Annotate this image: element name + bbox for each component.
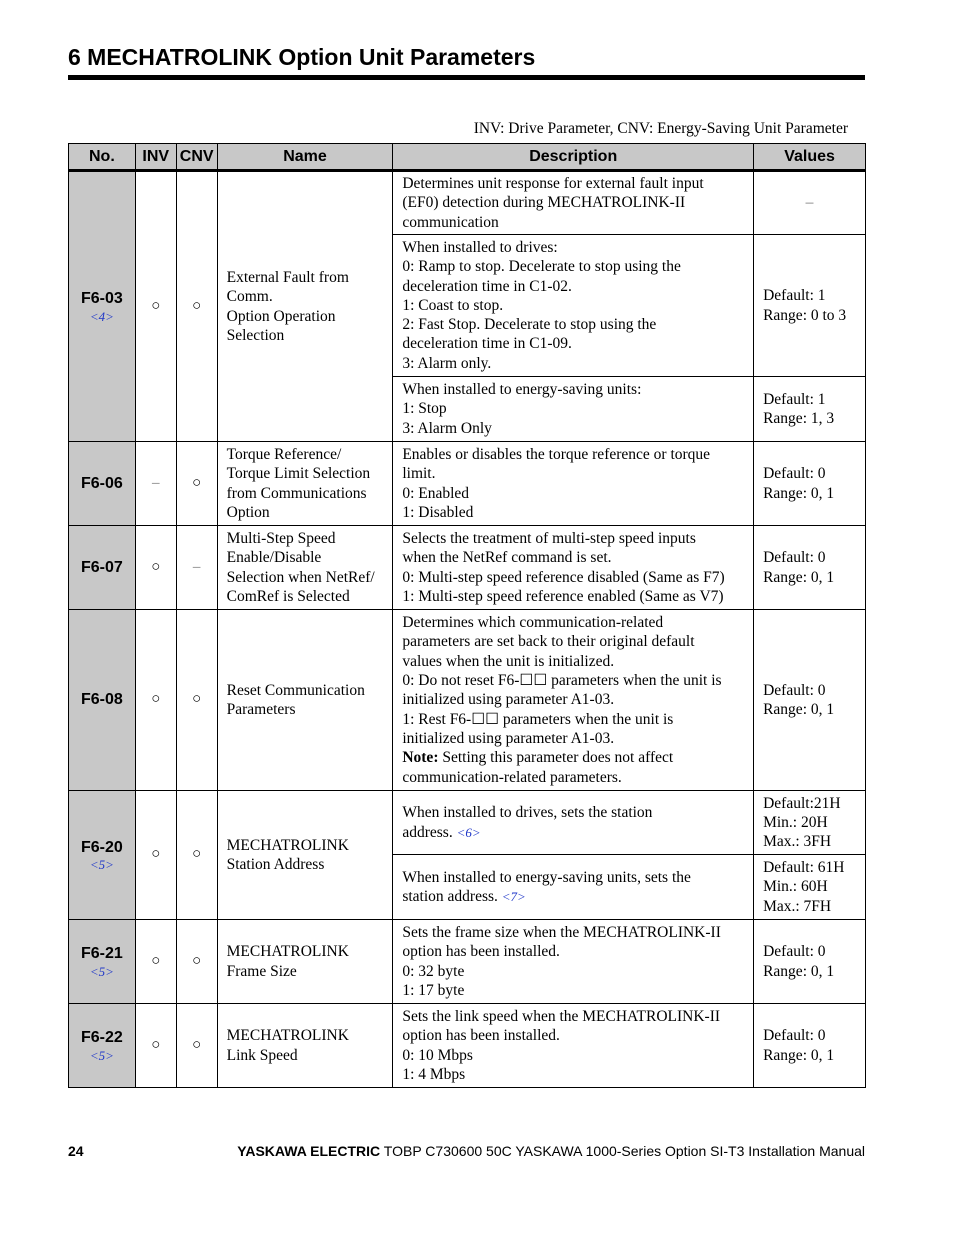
note-text: Setting this parameter does not affect <box>438 749 674 767</box>
param-name <box>217 920 393 1004</box>
desc-line: deceleration time in C1-02. <box>402 277 572 295</box>
header-name: Name <box>217 144 393 171</box>
desc-line: communication <box>402 213 499 231</box>
name-line: Multi-Step Speed <box>226 529 336 547</box>
name-line: Option <box>226 503 270 521</box>
table-row <box>69 791 866 855</box>
value-line: Max.: 7FH <box>763 897 832 915</box>
name-line: Torque Limit Selection <box>226 465 371 483</box>
table-row <box>69 526 866 610</box>
param-name <box>217 791 393 920</box>
param-description <box>393 442 754 526</box>
desc-line: initialized using parameter A1-03. <box>402 691 615 709</box>
inv-mark: ○ <box>135 610 176 791</box>
desc-line: parameters are set back to their original default <box>402 633 695 651</box>
name-line: External Fault from <box>226 268 349 286</box>
desc-line: 0: Do not reset F6-☐☐ parameters when the unit is <box>402 672 722 690</box>
inv-mark: – <box>135 442 176 526</box>
cnv-mark: – <box>176 526 217 610</box>
desc-line: 1: 4 Mbps <box>402 1065 466 1083</box>
param-number: F6-21 <box>81 945 123 963</box>
param-values <box>754 791 866 855</box>
desc-line: (EF0) detection during MECHATROLINK-II <box>402 194 686 212</box>
param-number-cell <box>69 171 136 442</box>
param-values <box>754 442 866 526</box>
param-number: F6-20 <box>81 838 123 856</box>
param-number-cell <box>69 920 136 1004</box>
param-description <box>393 855 754 920</box>
param-number-cell <box>69 526 136 610</box>
value-line: Default: 1 <box>763 287 826 305</box>
name-line: MECHATROLINK <box>226 943 349 961</box>
value-line: Max.: 3FH <box>763 833 832 851</box>
value-line: Range: 1, 3 <box>763 410 835 427</box>
param-number-cell <box>69 610 136 791</box>
table-row <box>69 442 866 526</box>
param-number: F6-22 <box>81 1029 123 1047</box>
cnv-mark: ○ <box>176 610 217 791</box>
value-line: Min.: 60H <box>763 878 828 896</box>
inv-mark: ○ <box>135 171 176 442</box>
param-values <box>754 377 866 442</box>
desc-text: station address. <box>402 888 502 905</box>
desc-line: Sets the frame size when the MECHATROLINK-II <box>402 923 721 941</box>
footer-company: YASKAWA ELECTRIC <box>237 1143 381 1159</box>
inv-mark: ○ <box>135 791 176 920</box>
desc-line: deceleration time in C1-09. <box>402 335 572 353</box>
param-description <box>393 235 754 377</box>
name-line: ComRef is Selected <box>226 587 350 605</box>
param-name <box>217 171 393 442</box>
footer-manual-title <box>237 1143 865 1159</box>
desc-line: Sets the link speed when the MECHATROLINK-II <box>402 1007 721 1025</box>
ref-link[interactable]: <5> <box>89 1047 114 1063</box>
cnv-mark: ○ <box>176 920 217 1004</box>
param-description <box>393 610 754 791</box>
ref-link[interactable]: <4> <box>89 308 114 324</box>
desc-line: When installed to drives: <box>402 238 558 256</box>
desc-line: Enables or disables the torque reference or torque <box>402 445 711 463</box>
desc-text: address. <box>402 823 457 841</box>
value-line: Default: 0 <box>763 681 826 699</box>
param-name <box>217 442 393 526</box>
ref-link[interactable]: <5> <box>89 963 114 979</box>
desc-line: limit. <box>402 465 436 483</box>
name-line: Torque Reference/ <box>226 445 342 463</box>
param-values <box>754 610 866 791</box>
desc-line: Determines unit response for external fault input <box>402 175 704 193</box>
desc-line: 3: Alarm Only <box>402 419 492 437</box>
name-line: Enable/Disable <box>226 549 322 567</box>
desc-line: 3: Alarm only. <box>402 354 492 372</box>
ref-link[interactable]: <6> <box>456 824 481 840</box>
value-line: Range: 0, 1 <box>763 568 835 586</box>
page-number: 24 <box>68 1143 84 1159</box>
param-name <box>217 1004 393 1088</box>
param-number: F6-06 <box>81 474 123 492</box>
cnv-mark: ○ <box>176 442 217 526</box>
table-row <box>69 171 866 235</box>
desc-line: Selects the treatment of multi-step speed inputs <box>402 529 696 547</box>
cnv-mark: ○ <box>176 791 217 920</box>
desc-line: 0: 10 Mbps <box>402 1046 473 1064</box>
param-values <box>754 855 866 920</box>
desc-line: 1: Stop <box>402 400 447 418</box>
value-line: Range: 0, 1 <box>763 701 835 718</box>
desc-line: values when the unit is initialized. <box>402 652 615 670</box>
table-row <box>69 920 866 1004</box>
desc-line: 1: Rest F6-☐☐ parameters when the unit is <box>402 710 674 728</box>
value-line: Default: 1 <box>763 390 826 408</box>
desc-line: When installed to drives, sets the station <box>402 804 653 822</box>
note-line <box>402 748 744 767</box>
desc-line: 0: Multi-step speed reference disabled (Same as F7) <box>402 568 725 586</box>
desc-line: When installed to energy-saving units: <box>402 381 642 399</box>
param-description <box>393 526 754 610</box>
value-line: Default: 61H <box>763 859 845 877</box>
value-line: Min.: 20H <box>763 813 828 831</box>
footer-manual: TOBP C730600 50C YASKAWA 1000-Series Option SI-T3 Installation Manual <box>380 1143 865 1159</box>
name-line: from Communications <box>226 484 367 502</box>
ref-link[interactable]: <7> <box>501 889 526 904</box>
name-line: Comm. <box>226 288 273 306</box>
param-number: F6-03 <box>81 290 123 308</box>
value-line: Default: 0 <box>763 1027 826 1045</box>
header-values: Values <box>754 144 866 171</box>
name-line: MECHATROLINK <box>226 1027 349 1045</box>
param-values <box>754 235 866 377</box>
desc-line: when the NetRef command is set. <box>402 549 612 567</box>
ref-link[interactable]: <5> <box>89 857 114 873</box>
param-values <box>754 526 866 610</box>
table-row <box>69 610 866 791</box>
desc-line: 0: Enabled <box>402 484 470 502</box>
desc-line <box>402 887 744 906</box>
cnv-mark: ○ <box>176 171 217 442</box>
header-description: Description <box>393 144 754 171</box>
parameter-table <box>68 143 866 1088</box>
header-no: No. <box>69 144 136 171</box>
name-line: Frame Size <box>226 962 297 980</box>
name-line: MECHATROLINK <box>226 836 349 854</box>
name-line: Option Operation <box>226 307 336 325</box>
param-number-cell <box>69 442 136 526</box>
desc-line: Determines which communication-related <box>402 614 664 632</box>
table-legend: INV: Drive Parameter, CNV: Energy-Saving Unit Parameter <box>473 120 848 137</box>
value-line: Range: 0, 1 <box>763 962 835 980</box>
param-number-cell <box>69 1004 136 1088</box>
desc-line: 1: 17 byte <box>402 981 465 999</box>
desc-line: 1: Coast to stop. <box>402 296 504 314</box>
inv-mark: ○ <box>135 1004 176 1088</box>
param-description <box>393 377 754 442</box>
name-line: Station Address <box>226 856 325 873</box>
desc-line: initialized using parameter A1-03. <box>402 729 615 747</box>
value-line: Range: 0 to 3 <box>763 306 847 324</box>
value-line: Range: 0, 1 <box>763 1046 835 1064</box>
name-line: Link Speed <box>226 1046 298 1064</box>
desc-line: communication-related parameters. <box>402 768 622 786</box>
table-header-row <box>69 144 866 171</box>
desc-line: When installed to energy-saving units, sets the <box>402 868 691 886</box>
desc-line: 2: Fast Stop. Decelerate to stop using the <box>402 316 657 334</box>
value-line: Default:21H <box>763 794 841 812</box>
table-row <box>69 1004 866 1088</box>
param-name <box>217 610 393 791</box>
inv-mark: ○ <box>135 526 176 610</box>
param-number: F6-07 <box>81 558 123 576</box>
param-description <box>393 920 754 1004</box>
param-values <box>754 1004 866 1088</box>
value-line: Default: 0 <box>763 549 826 567</box>
header-cnv: CNV <box>176 144 217 171</box>
desc-line: 1: Multi-step speed reference enabled (Same as V7) <box>402 587 724 605</box>
param-values <box>754 920 866 1004</box>
desc-line <box>402 823 744 842</box>
desc-line: option has been installed. <box>402 1027 560 1045</box>
name-line: Reset Communication <box>226 681 365 699</box>
inv-mark: ○ <box>135 920 176 1004</box>
desc-line: option has been installed. <box>402 943 560 961</box>
param-values: – <box>754 171 866 235</box>
value-line: Range: 0, 1 <box>763 484 835 502</box>
note-label: Note: <box>402 749 439 767</box>
header-inv: INV <box>135 144 176 171</box>
cnv-mark: ○ <box>176 1004 217 1088</box>
param-description <box>393 171 754 235</box>
name-line: Selection <box>226 326 285 344</box>
param-description <box>393 1004 754 1088</box>
param-number-cell <box>69 791 136 920</box>
param-name <box>217 526 393 610</box>
value-line: Default: 0 <box>763 943 826 961</box>
param-description <box>393 791 754 855</box>
name-line: Selection when NetRef/ <box>226 568 375 586</box>
desc-line: 0: 32 byte <box>402 962 465 980</box>
desc-line: 1: Disabled <box>402 503 474 521</box>
param-number: F6-08 <box>81 691 123 709</box>
value-line: Default: 0 <box>763 465 826 483</box>
name-line: Parameters <box>226 701 296 718</box>
section-title: 6 MECHATROLINK Option Unit Parameters <box>68 44 865 80</box>
desc-line: 0: Ramp to stop. Decelerate to stop using the <box>402 258 681 276</box>
